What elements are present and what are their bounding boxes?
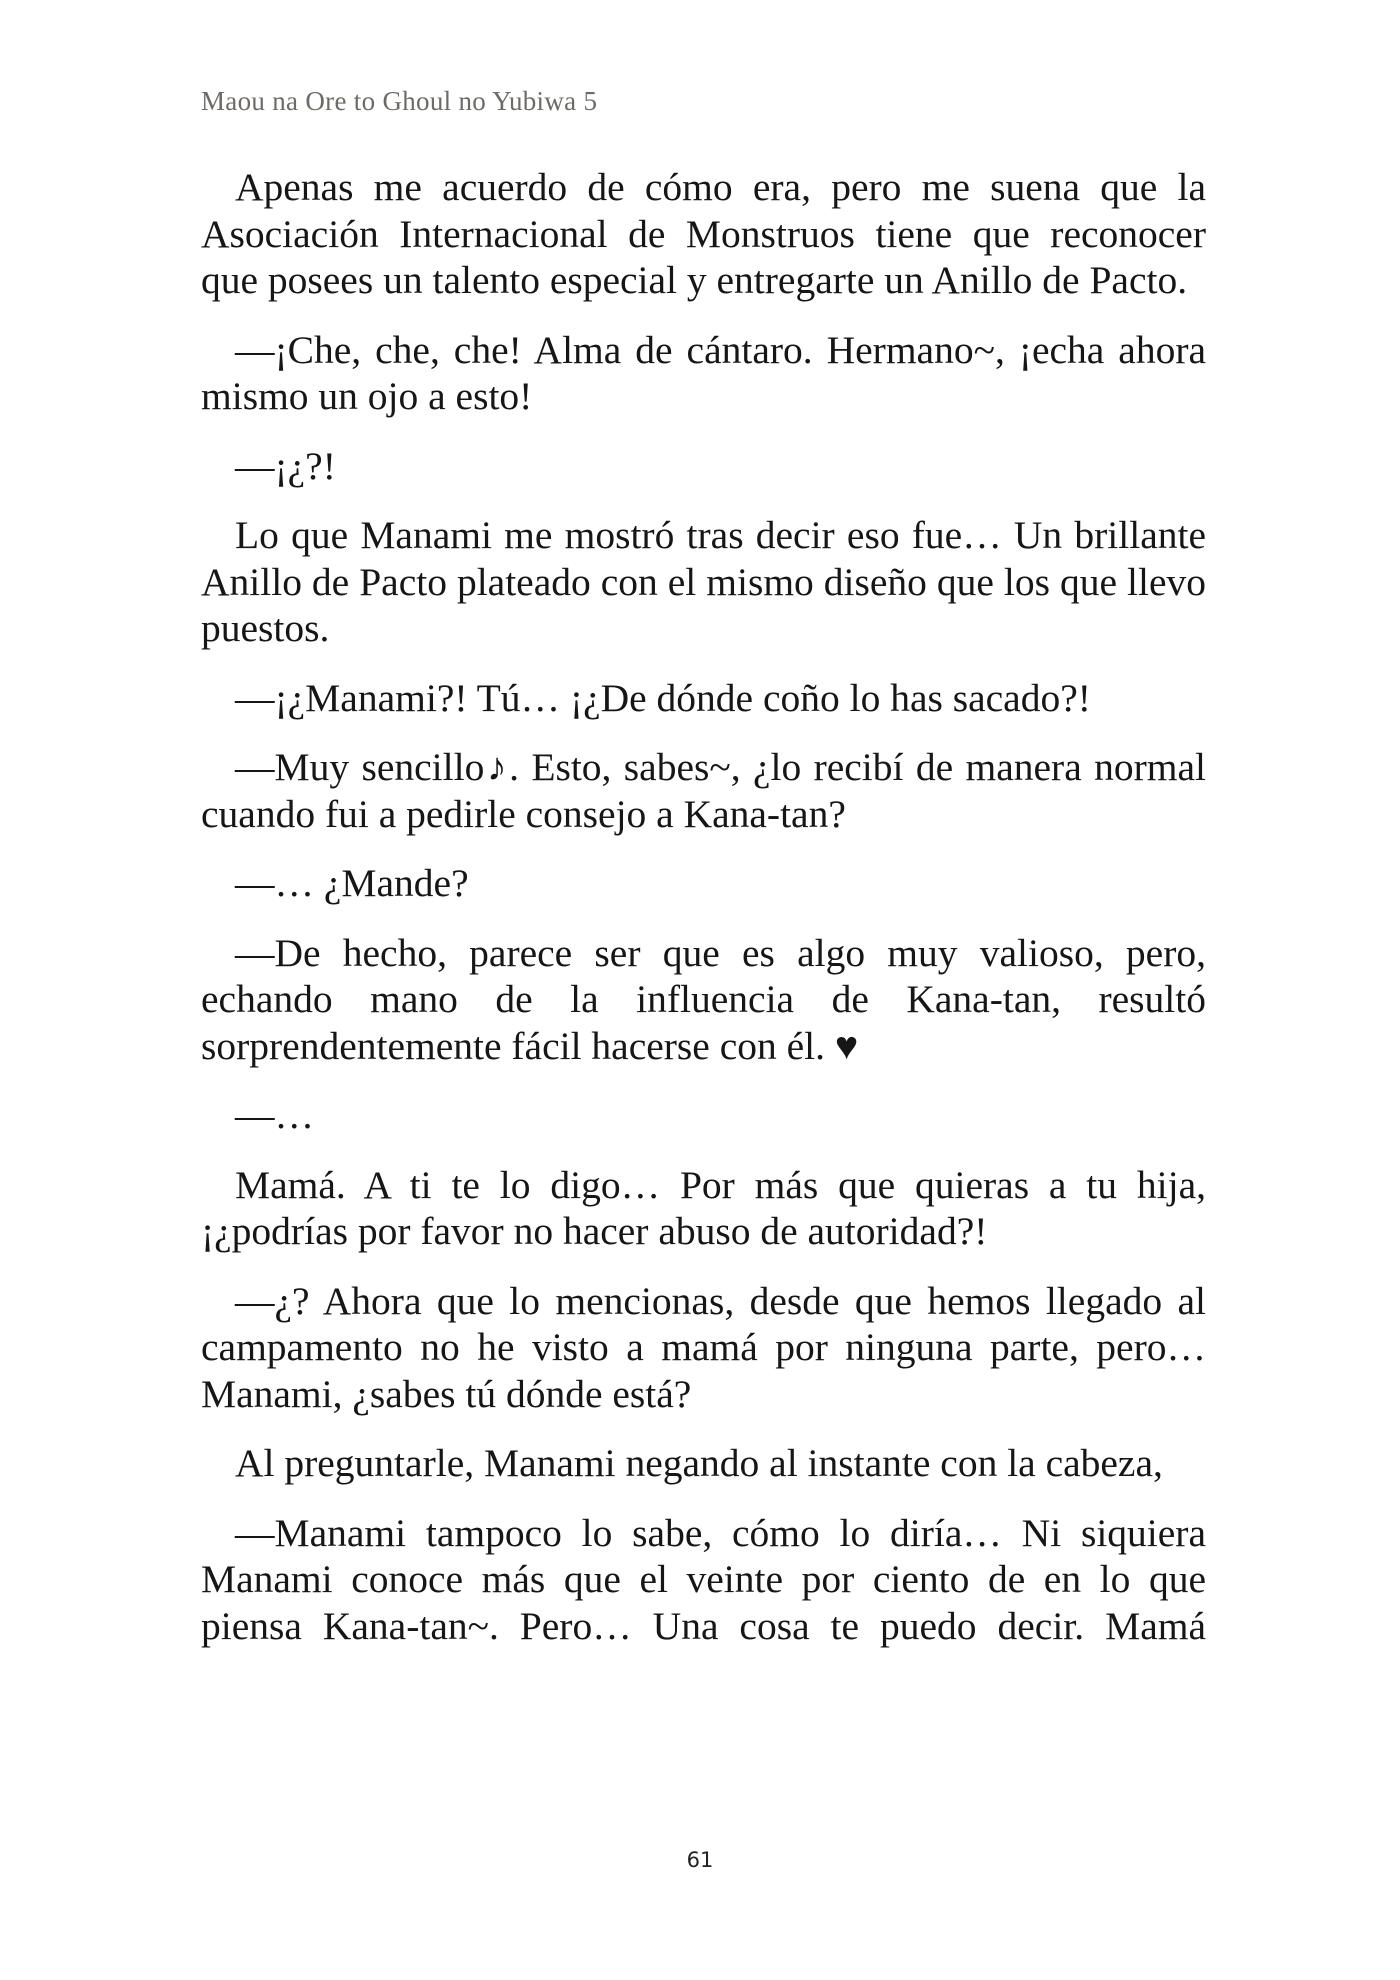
dialogue-paragraph: —¡¿?! bbox=[235, 443, 336, 488]
dialogue-paragraph: —¡Che, che, che! Alma de cántaro. Hermano~, ¡echa ahora mismo un ojo a esto! bbox=[201, 327, 1206, 418]
body-text bbox=[201, 164, 1206, 1672]
dialogue-paragraph: —… bbox=[235, 1093, 314, 1137]
dialogue-paragraph: —¿? Ahora que lo mencionas, desde que hemos llegado al campamento no he visto a mamá por ninguna parte, pero… Manami, ¿sabes tú dónde está? bbox=[201, 1278, 1206, 1416]
dialogue-paragraph: —Manami tampoco lo sabe, cómo lo diría… Ni siquiera Manami conoce más que el veinte por ciento de en lo que piensa Kana-tan~. Pero… Una cosa te puedo decir. Mamá bbox=[201, 1510, 1206, 1648]
dialogue-paragraph: —Muy sencillo♪. Esto, sabes~, ¿lo recibí de manera normal cuando fui a pedirle consejo a Kana-tan? bbox=[201, 745, 1206, 836]
dialogue-paragraph: —De hecho, parece ser que es algo muy valioso, pero, echando mano de la influencia de Kana-tan, resultó sorprendentemente fácil hacerse con él. ♥ bbox=[201, 930, 1206, 1068]
dialogue-paragraph: —¡¿Manami?! Tú… ¡¿De dónde coño lo has sacado?! bbox=[235, 675, 1091, 720]
dialogue-paragraph: —… ¿Mande? bbox=[235, 861, 469, 905]
paragraph: Mamá. A ti te lo digo… Por más que quieras a tu hija, ¡¿podrías por favor no hacer abuso de autoridad?! bbox=[201, 1162, 1206, 1253]
running-header: Maou na Ore to Ghoul no Yubiwa 5 bbox=[201, 86, 598, 116]
paragraph: Al preguntarle, Manami negando al instante con la cabeza, bbox=[235, 1441, 1163, 1485]
page-number: 61 bbox=[686, 1848, 714, 1872]
paragraph: Apenas me acuerdo de cómo era, pero me suena que la Asociación Internacional de Monstruos tiene que reconocer que posees un talento especial y entregarte un Anillo de Pacto. bbox=[201, 165, 1206, 302]
paragraph: Lo que Manami me mostró tras decir eso fue… Un brillante Anillo de Pacto plateado con el mismo diseño que los que llevo puestos. bbox=[201, 513, 1206, 650]
